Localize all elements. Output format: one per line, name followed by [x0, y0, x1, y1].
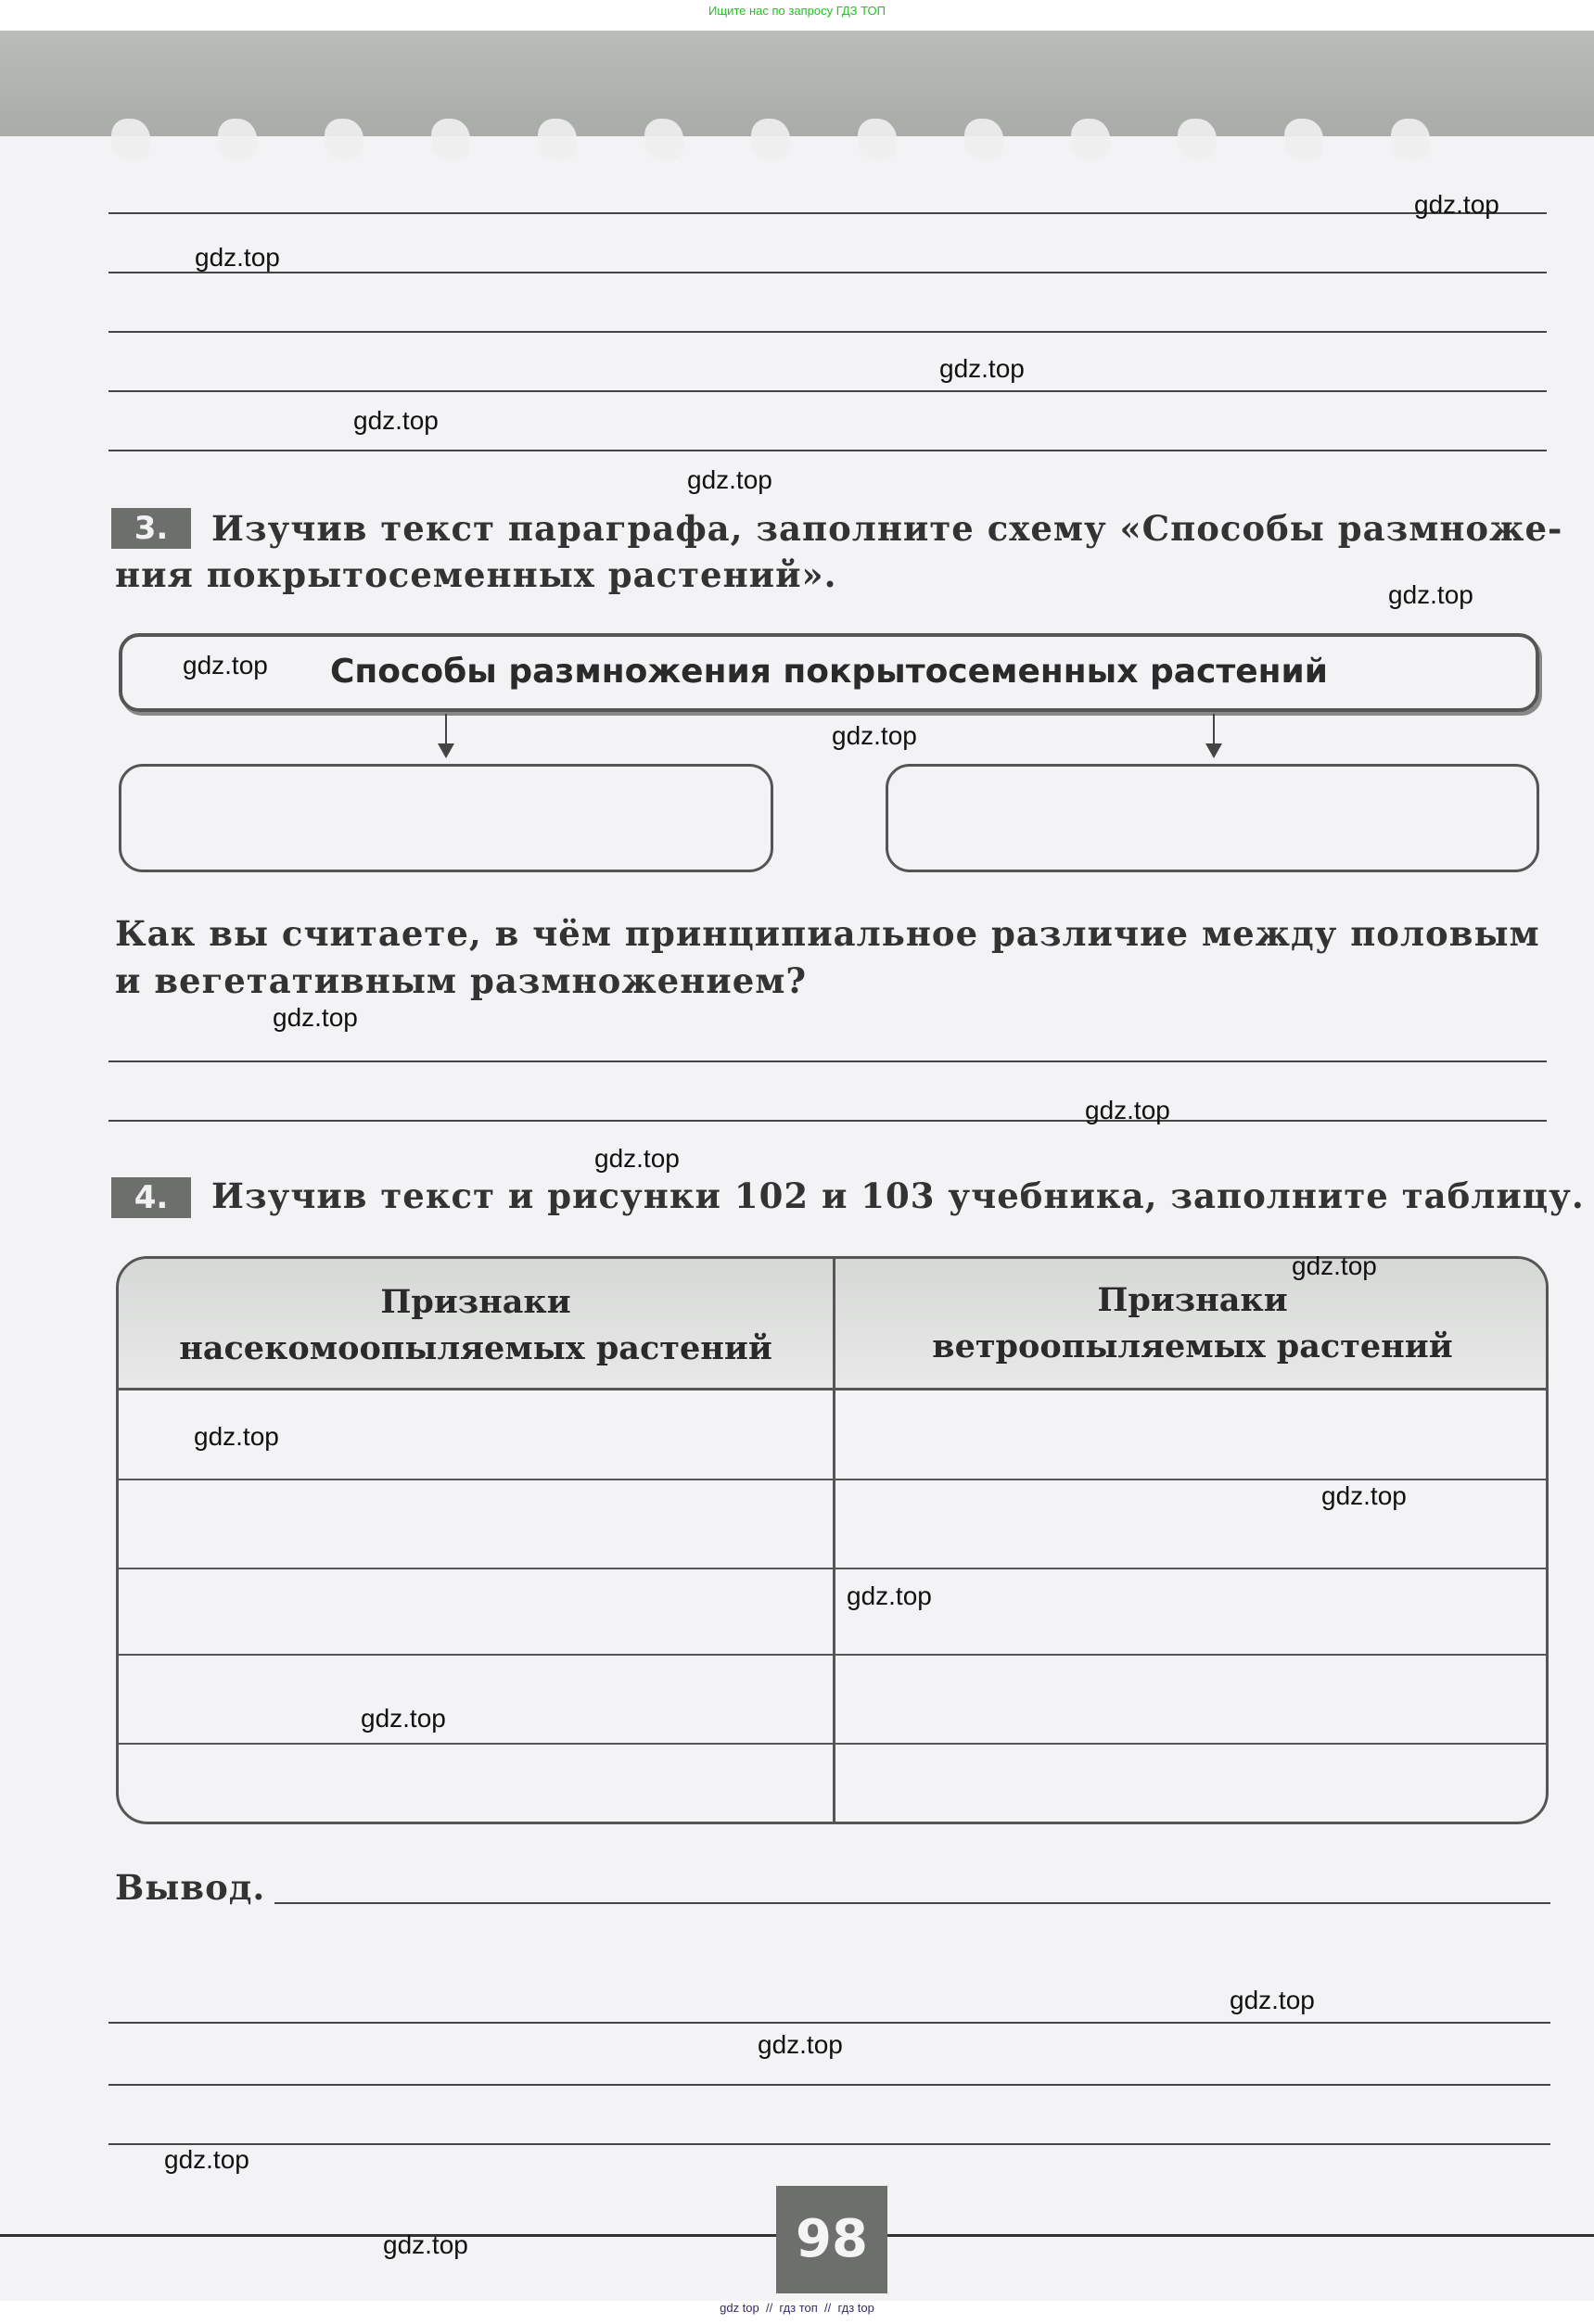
watermark: gdz.top: [1230, 1986, 1315, 2014]
watermark: gdz.top: [687, 465, 772, 494]
header-col2-line1: Признаки: [1097, 1281, 1288, 1319]
answer-line[interactable]: [108, 390, 1547, 392]
watermark: gdz.top: [847, 1581, 932, 1610]
answer-line[interactable]: [274, 1902, 1550, 1904]
scheme-answer-box-left[interactable]: [119, 764, 773, 872]
header-col2-line2: ветроопыляемых растений: [932, 1327, 1453, 1365]
task3-text-line2: ния покрытосеменных растений».: [115, 554, 837, 595]
question-line2: и вегетативным размножением?: [115, 960, 808, 1001]
table-row-line[interactable]: [119, 1743, 1546, 1745]
task4-text: Изучив текст и рисунки 102 и 103 учебника, заполните таблицу.: [211, 1175, 1585, 1216]
table-row-line[interactable]: [119, 1654, 1546, 1656]
top-banner-text: Ищите нас по запросу ГДЗ ТОП: [708, 4, 886, 18]
answer-line[interactable]: [108, 2143, 1550, 2145]
watermark: gdz.top: [594, 1144, 680, 1173]
answer-line[interactable]: [108, 450, 1547, 451]
scheme-answer-box-right[interactable]: [886, 764, 1539, 872]
watermark: gdz.top: [361, 1704, 446, 1733]
answer-line[interactable]: [108, 212, 1547, 214]
footer-text: gdz top // гдз топ // гдз top: [720, 2301, 874, 2315]
watermark: gdz.top: [832, 721, 917, 750]
header-insect-pollinated: [119, 1279, 833, 1372]
watermark: gdz.top: [1321, 1481, 1407, 1510]
answer-line[interactable]: [108, 272, 1547, 273]
watermark: gdz.top: [353, 406, 439, 435]
answer-line[interactable]: [108, 2022, 1550, 2024]
table-row-line[interactable]: [119, 1568, 1546, 1569]
header-wind-pollinated: [835, 1277, 1549, 1370]
scheme-title-box: [119, 633, 1539, 712]
header-col1-line1: Признаки: [380, 1283, 571, 1321]
header-col1-line2: насекомоопыляемых растений: [179, 1329, 772, 1367]
watermark: gdz.top: [939, 354, 1025, 383]
watermark: gdz.top: [183, 651, 268, 679]
arrow-down-icon: [1213, 714, 1215, 753]
watermark: gdz.top: [195, 243, 280, 272]
watermark: gdz.top: [1388, 580, 1473, 609]
watermark: gdz.top: [194, 1422, 279, 1451]
pollination-table: [116, 1256, 1549, 1824]
watermark: gdz.top: [758, 2030, 843, 2059]
task3-text-line1: Изучив текст параграфа, заполните схему «Способы размноже-: [211, 508, 1563, 549]
watermark: gdz.top: [383, 2230, 468, 2259]
answer-line[interactable]: [108, 2084, 1550, 2086]
scheme-title: Способы размножения покрытосеменных растений: [330, 653, 1328, 691]
table-row-line[interactable]: [119, 1479, 1546, 1480]
task-number-badge: 4.: [111, 1177, 191, 1218]
task-number-badge: 3.: [111, 508, 191, 549]
watermark: gdz.top: [164, 2145, 249, 2174]
answer-line[interactable]: [108, 1120, 1547, 1122]
question-line1: Как вы считаете, в чём принципиальное различие между половым: [115, 913, 1540, 954]
answer-line[interactable]: [108, 1060, 1547, 1062]
workbook-page: [0, 48, 1594, 2301]
conclusion-label: Вывод.: [115, 1867, 266, 1908]
watermark: gdz.top: [1085, 1096, 1170, 1124]
watermark: gdz.top: [1414, 190, 1499, 219]
header-banner-animals: [0, 31, 1594, 136]
answer-line[interactable]: [108, 331, 1547, 333]
page-number: 98: [776, 2186, 887, 2293]
watermark: gdz.top: [1292, 1251, 1377, 1280]
arrow-down-icon: [445, 714, 447, 753]
watermark: gdz.top: [273, 1003, 358, 1032]
